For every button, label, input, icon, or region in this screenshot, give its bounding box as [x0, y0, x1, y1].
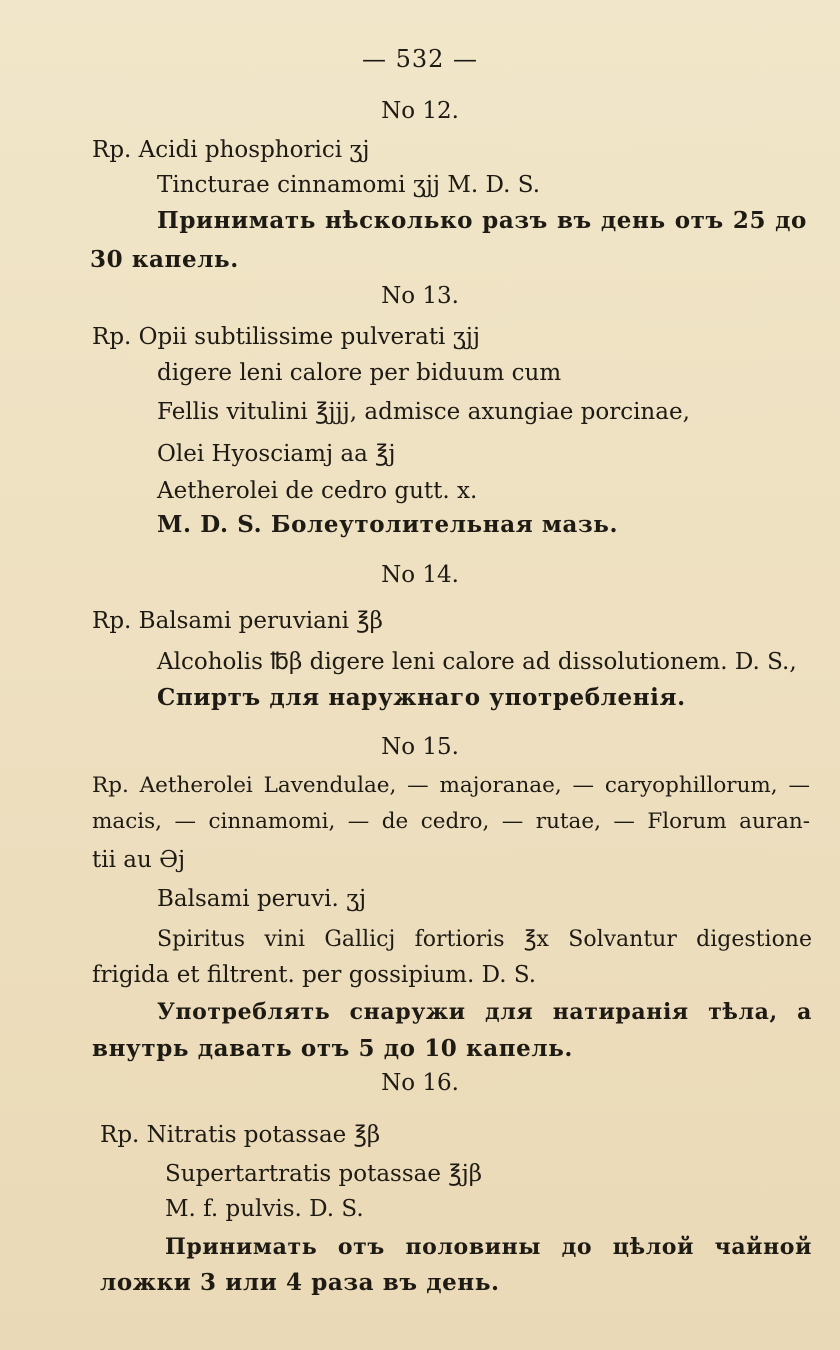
- recipe-heading-14: No 14.: [381, 562, 459, 588]
- recipe-line: Aetherolei de cedro gutt. x.: [157, 478, 478, 504]
- instruction-line: Спиртъ для наружнаго употребленія.: [157, 684, 686, 711]
- recipe-line: Spiritus vini Gallicj fortioris ℥x Solvantur digestione: [157, 927, 812, 952]
- recipe-line: Olei Hyosciamj aa ℥j: [157, 441, 396, 467]
- recipe-line: macis, — cinnamomi, — de cedro, — rutae, — Florum auran-: [92, 809, 810, 834]
- instruction-line: внутрь давать отъ 5 до 10 капель.: [92, 1035, 574, 1062]
- instruction-line: 30 капель.: [90, 246, 239, 273]
- recipe-line: frigida et filtrent. per gossipium. D. S.: [92, 962, 537, 988]
- recipe-heading-16: No 16.: [381, 1070, 459, 1096]
- recipe-line: Rp. Nitratis potassae ℥β: [100, 1122, 381, 1148]
- recipe-line: Supertartratis potassae ℥jβ: [165, 1161, 482, 1187]
- recipe-line: Tincturae cinnamomi ʒjj M. D. S.: [157, 172, 541, 198]
- instruction-line: Принимать отъ половины до цѣлой чайной: [165, 1234, 812, 1260]
- recipe-line: Alcoholis ℔β digere leni calore ad dissolutionem. D. S.,: [157, 649, 797, 675]
- recipe-line: Rp. Acidi phosphorici ʒj: [92, 137, 370, 163]
- instruction-line: M. D. S. Болеутолительная мазь.: [157, 511, 619, 538]
- recipe-line: Balsami peruvi. ʒj: [157, 886, 367, 912]
- instruction-line: Употреблять снаружи для натиранія тѣла, а: [157, 999, 812, 1025]
- recipe-heading-12: No 12.: [381, 98, 459, 124]
- recipe-line: Rp. Balsami peruviani ℥β: [92, 608, 383, 634]
- recipe-heading-13: No 13.: [381, 283, 459, 309]
- instruction-line: ложки 3 или 4 раза въ день.: [100, 1269, 500, 1296]
- recipe-line: Rp. Opii subtilissime pulverati ʒjj: [92, 324, 480, 350]
- page-number: — 532 —: [361, 45, 479, 73]
- recipe-line: Fellis vitulini ℥jjj, admisce axungiae porcinae,: [157, 399, 690, 425]
- recipe-line: Rp. Aetherolei Lavendulae, — majoranae, — caryophillorum, —: [92, 773, 810, 798]
- recipe-heading-15: No 15.: [381, 734, 459, 760]
- instruction-line: Принимать нѣсколько разъ въ день отъ 25 до: [157, 207, 807, 234]
- recipe-line: M. f. pulvis. D. S.: [165, 1196, 364, 1222]
- recipe-line: digere leni calore per biduum cum: [157, 360, 562, 386]
- recipe-line: tii au Əj: [92, 847, 186, 873]
